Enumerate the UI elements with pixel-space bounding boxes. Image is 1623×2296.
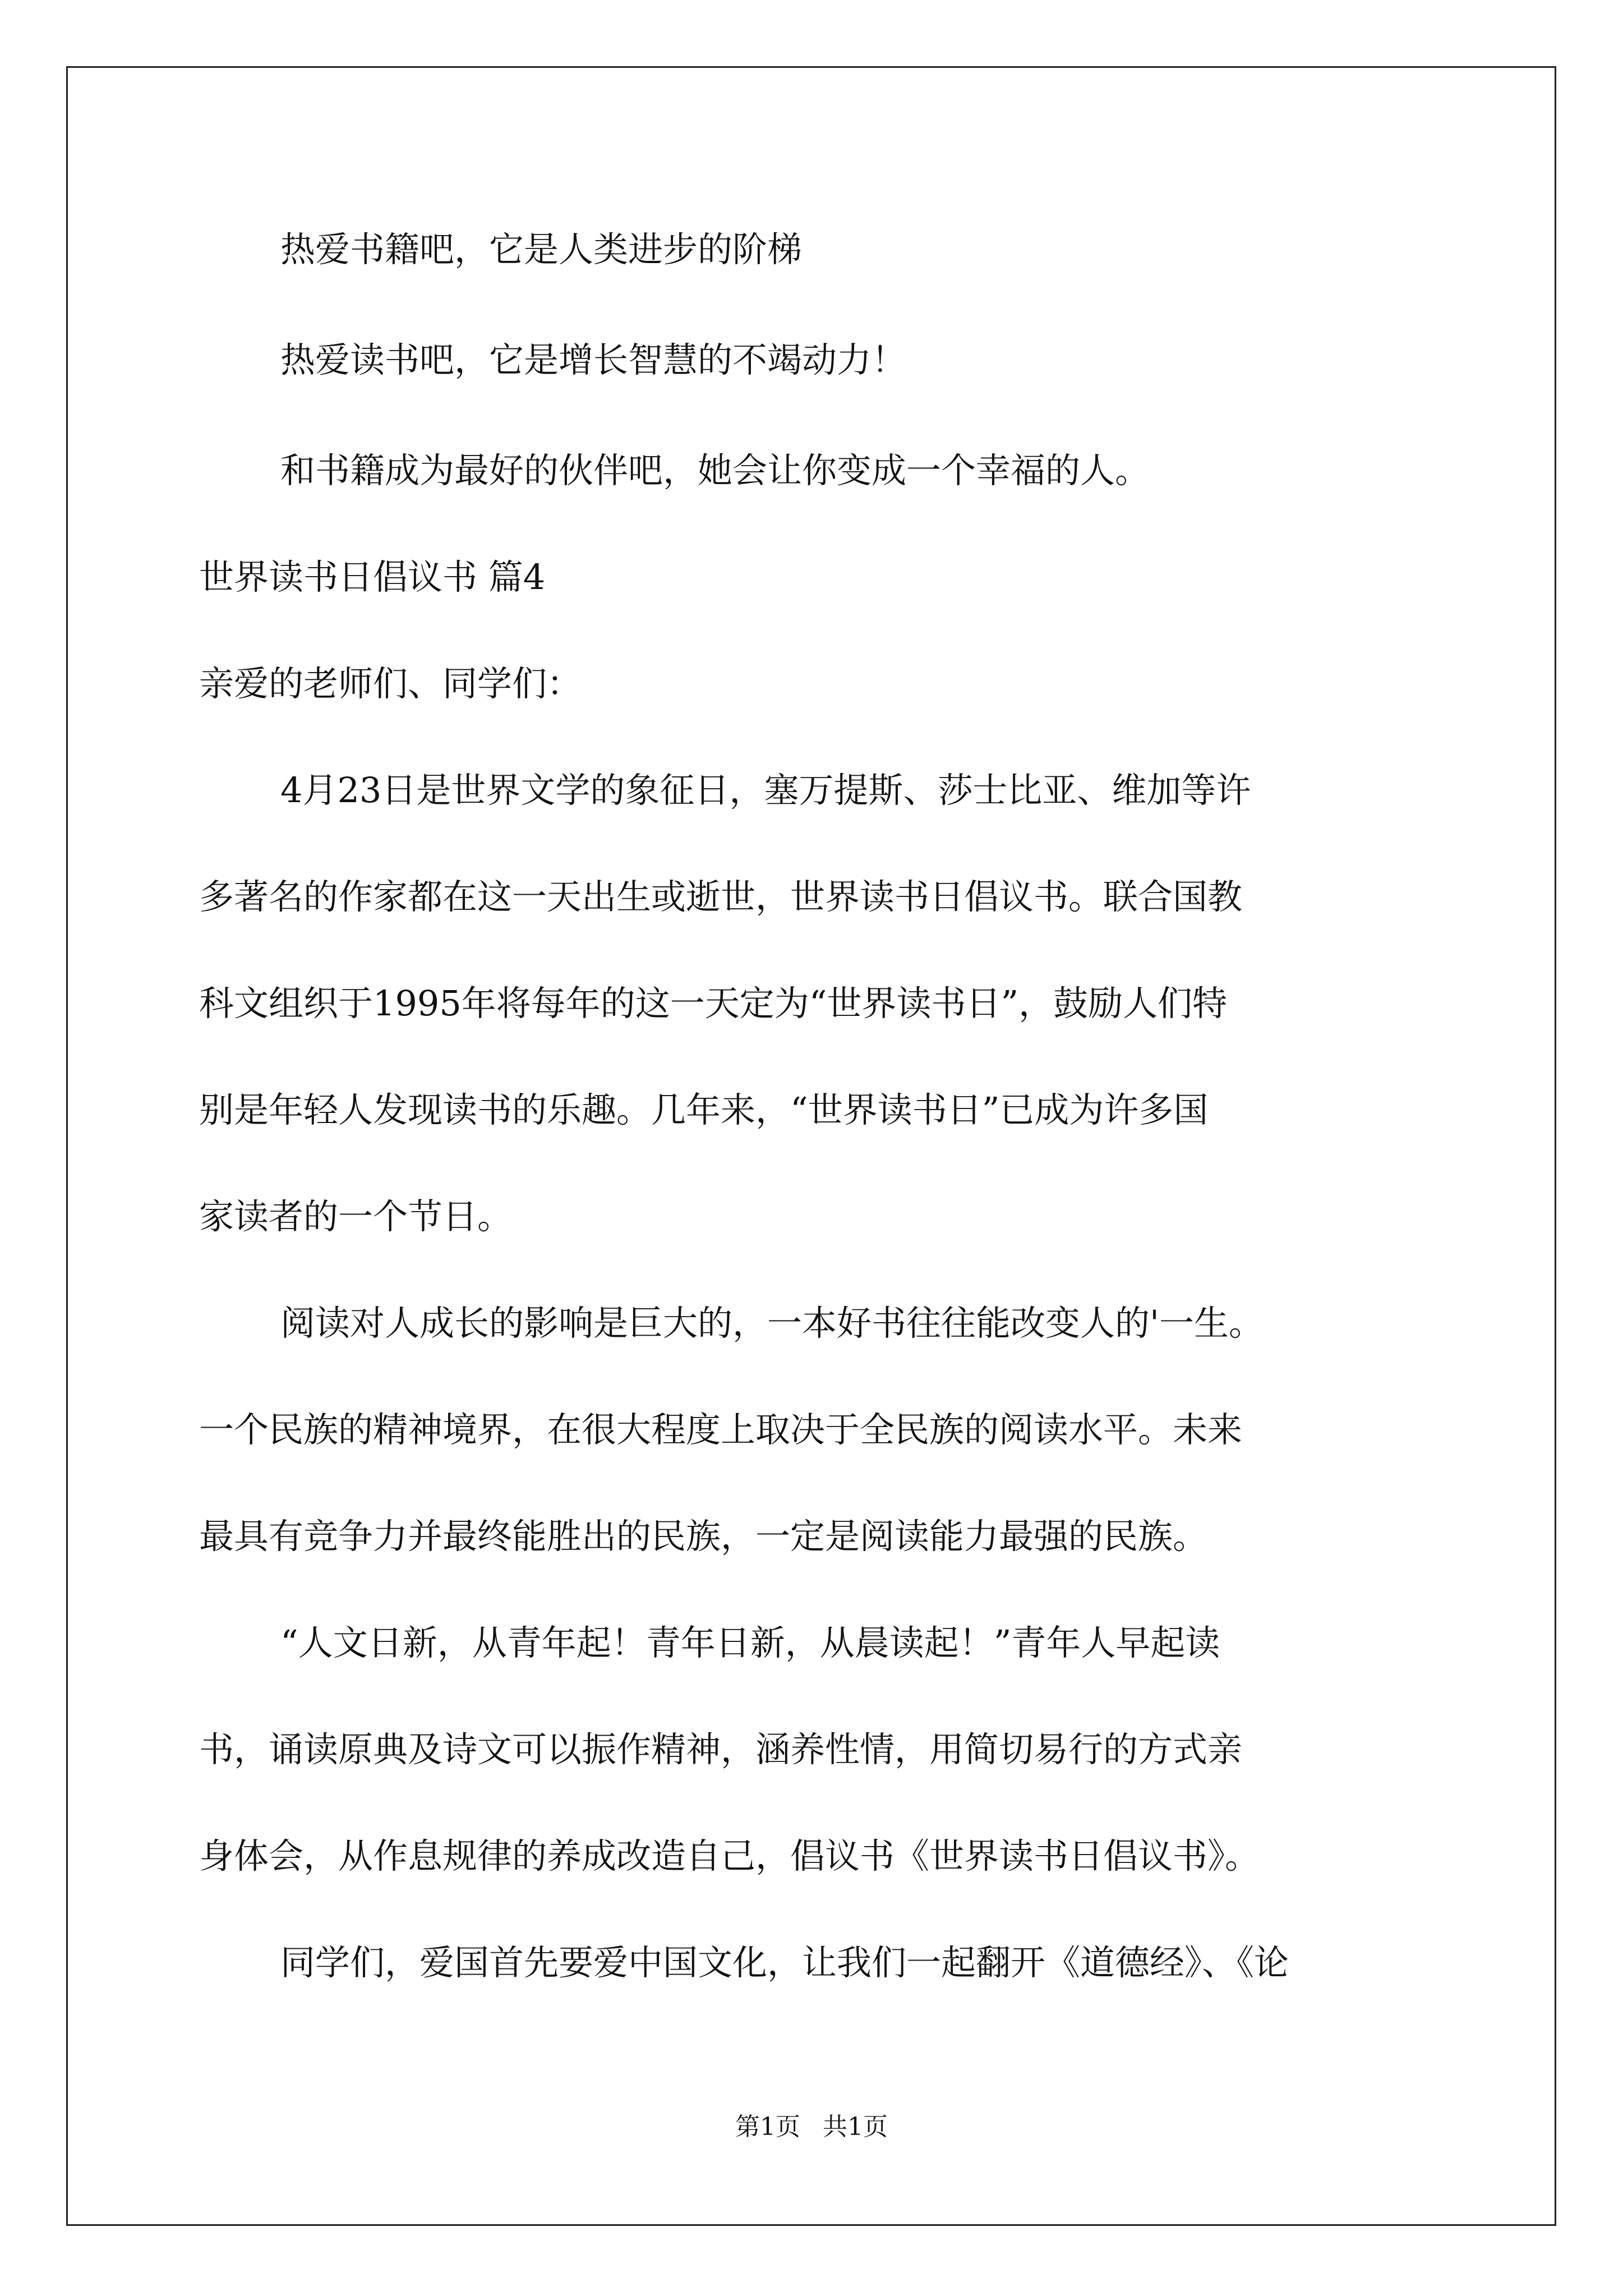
paragraph-line: 别是年轻人发现读书的乐趣。几年来，“世界读书日”已成为许多国 bbox=[199, 1089, 1209, 1130]
paragraph-line: 最具有竞争力并最终能胜出的民族，一定是阅读能力最强的民族。 bbox=[199, 1516, 1208, 1557]
paragraph-line: 和书籍成为最好的伙伴吧，她会让你变成一个幸福的人。 bbox=[280, 450, 1150, 491]
salutation: 亲爱的老师们、同学们： bbox=[199, 663, 582, 704]
section-heading: 世界读书日倡议书 篇4 bbox=[199, 556, 546, 597]
paragraph-line: 家读者的一个节日。 bbox=[199, 1196, 513, 1237]
paragraph-line: 热爱书籍吧，它是人类进步的阶梯 bbox=[280, 229, 803, 270]
page-border bbox=[66, 66, 1556, 2226]
paragraph-line: 4月23日是世界文学的象征日，塞万提斯、莎士比亚、维加等许 bbox=[280, 770, 1251, 811]
paragraph-line: 同学们，爱国首先要爱中国文化，让我们一起翻开《道德经》、《论 bbox=[280, 1942, 1289, 1983]
page-footer bbox=[0, 2106, 1623, 2142]
paragraph-line: 一个民族的精神境界，在很大程度上取决于全民族的阅读水平。未来 bbox=[199, 1409, 1243, 1450]
paragraph-line: 身体会，从作息规律的养成改造自己，倡议书《世界读书日倡议书》。 bbox=[199, 1835, 1260, 1876]
paragraph-line: 科文组织于1995年将每年的这一天定为“世界读书日”，鼓励人们特 bbox=[199, 983, 1228, 1024]
paragraph-line: 多著名的作家都在这一天出生或逝世，世界读书日倡议书。联合国教 bbox=[199, 876, 1243, 917]
page-total: 共1页 bbox=[823, 2113, 888, 2141]
paragraph-line: 阅读对人成长的影响是巨大的，一本好书往往能改变人的'一生。 bbox=[280, 1303, 1264, 1343]
paragraph-line: “人文日新，从青年起！青年日新，从晨读起！”青年人早起读 bbox=[280, 1622, 1220, 1663]
paragraph-line: 书，诵读原典及诗文可以振作精神，涵养性情，用简切易行的方式亲 bbox=[199, 1729, 1243, 1770]
paragraph-line: 热爱读书吧，它是增长智慧的不竭动力！ bbox=[280, 339, 907, 380]
page-number: 第1页 bbox=[735, 2113, 800, 2141]
